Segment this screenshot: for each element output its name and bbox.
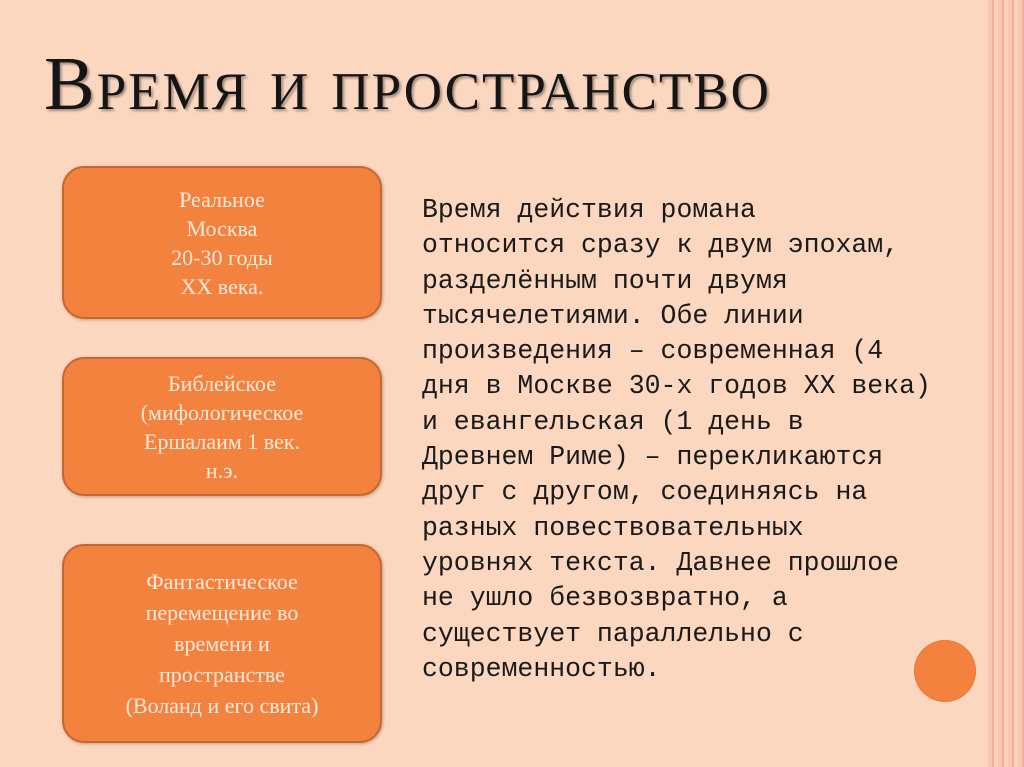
body-line: дня в Москве 30-х годов XX века) (422, 371, 931, 402)
body-line: и евангельская (1 день в (422, 406, 804, 437)
box-fantastic-line-2: перемещение во (145, 600, 299, 625)
body-line: разных повествовательных (422, 512, 804, 543)
box-fantastic-line-4: пространстве (159, 662, 285, 687)
box-fantastic (62, 544, 382, 743)
body-paragraph (422, 193, 1002, 687)
decorative-circle (914, 640, 976, 702)
box-real (62, 166, 382, 319)
body-line: уровнях текста. Давнее прошлое (422, 547, 900, 578)
body-line: Время действия романа (422, 195, 756, 225)
box-biblical-line-3: Ершалаим 1 век. (144, 428, 300, 454)
body-line: относится сразу к двум эпохам, (422, 230, 900, 261)
box-biblical-line-1: Библейское (168, 370, 276, 396)
box-real-line-3: 20-30 годы (171, 244, 273, 270)
box-biblical-line-2: (мифологическое (140, 399, 304, 425)
slide-title: Время и пространство (44, 42, 771, 126)
box-biblical-line-4: н.э. (205, 457, 239, 483)
box-real-line-2: Москва (186, 215, 258, 241)
body-line: тысячелетиями. Обе линии (422, 300, 804, 331)
box-real-line-4: XX века. (180, 273, 264, 299)
body-line: разделённым почти двумя (422, 265, 788, 296)
body-line: существует параллельно с (422, 618, 804, 649)
box-fantastic-line-1: Фантастическое (146, 569, 298, 594)
box-real-line-1: Реальное (179, 186, 265, 212)
body-line: Древнем Риме) – перекликаются (422, 442, 884, 473)
body-line: не ушло безвозвратно, а (422, 583, 788, 614)
body-line: произведения – современная (4 (422, 336, 884, 367)
box-fantastic-line-3: времени и (174, 631, 270, 656)
body-line: современностью. (422, 653, 661, 684)
box-biblical (62, 357, 382, 496)
body-line: друг с другом, соединяясь на (422, 477, 868, 508)
box-fantastic-line-5: (Воланд и его свита) (125, 693, 319, 718)
